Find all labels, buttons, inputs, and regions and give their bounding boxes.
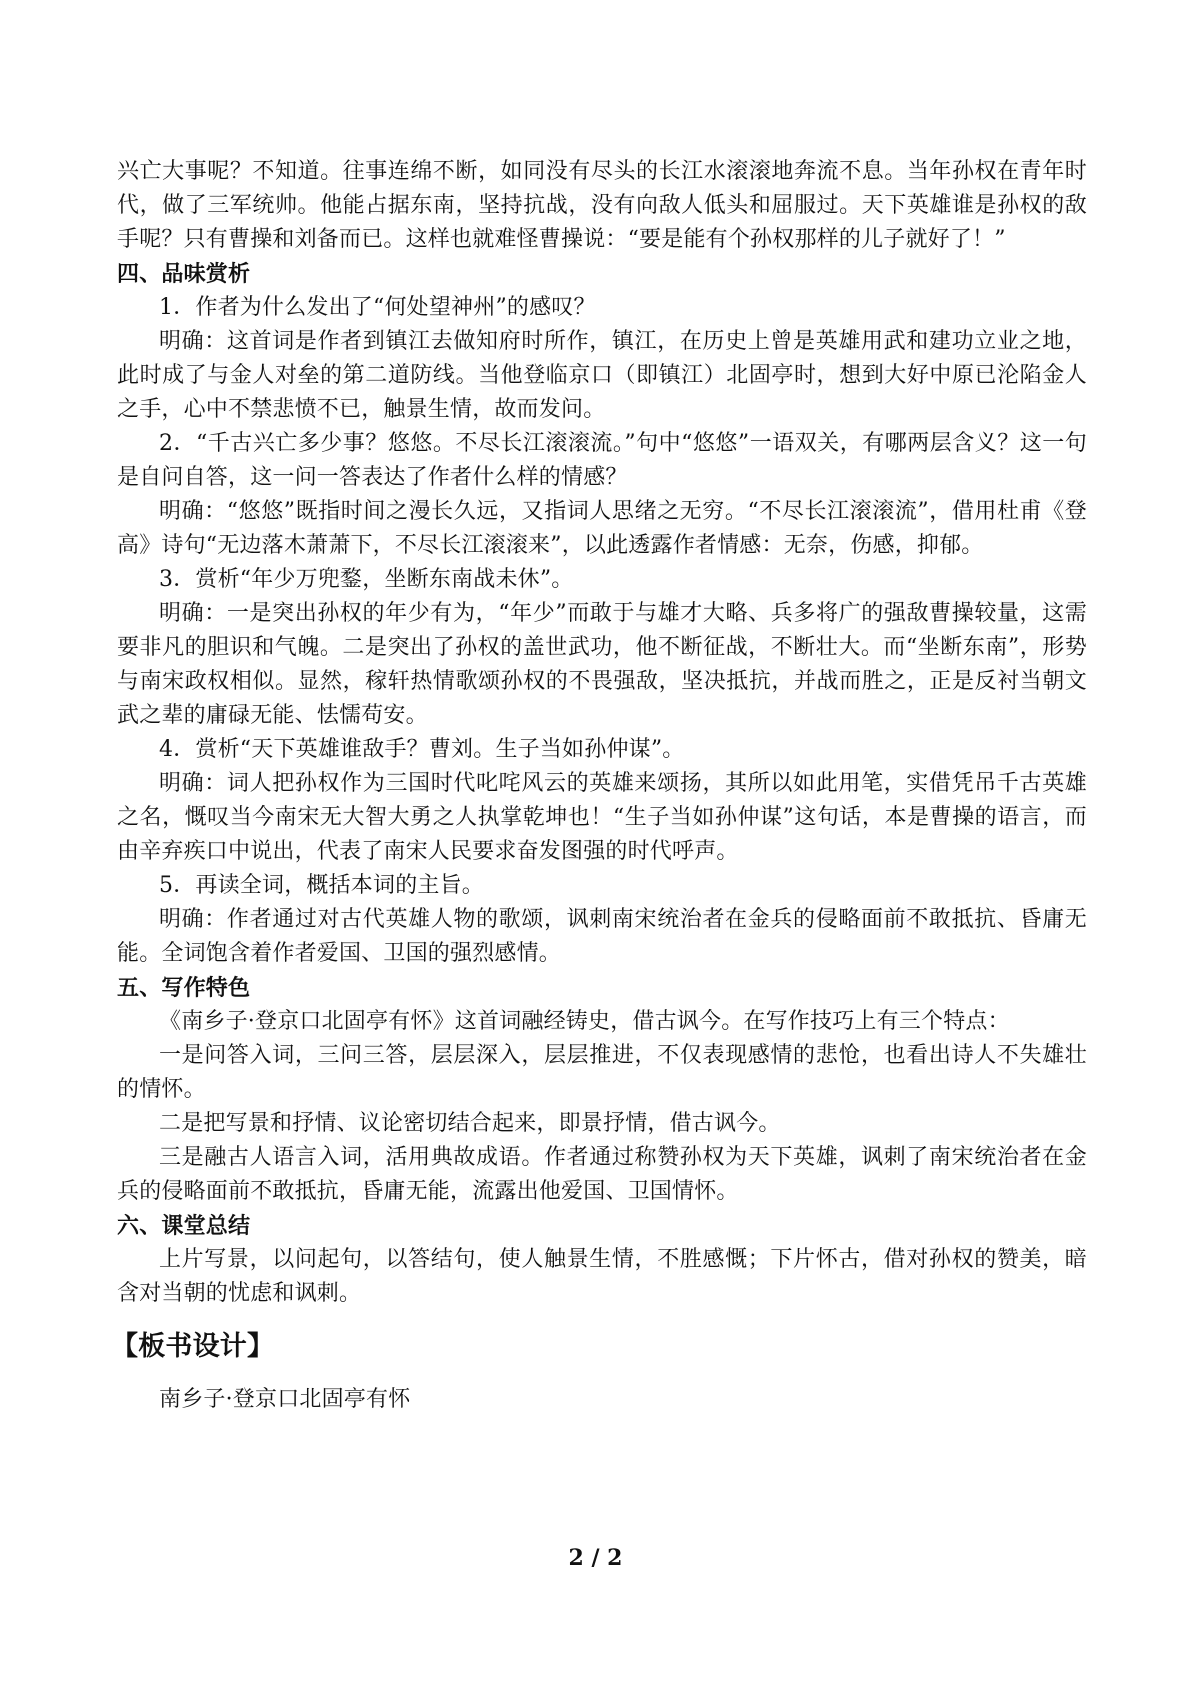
question-5: 5．再读全词，概括本词的主旨。 (159, 873, 484, 898)
writing-feature-2: 二是把写景和抒情、议论密切结合起来，即景抒情，借古讽今。 (159, 1111, 781, 1136)
answer-3: 明确：一是突出孙权的年少有为，“年少”而敢于与雄才大略、兵多将广的强敌曹操较量，这需要非凡的胆识和气魄。二是突出了孙权的盖世武功，他不断征战，不断壮大。而“坐断东南”，形势与南宋政权相似。显然，稼轩热情歌颂孙权的不畏强敌，坚决抵抗，并战而胜之，正是反衬当朝文武之辈的庸碌无能、怯懦苟安。 (117, 601, 1087, 728)
writing-feature-3: 三是融古人语言入词，活用典故成语。作者通过称赞孙权为天下英雄，讽刺了南宋统治者在金兵的侵略面前不敢抵抗，昏庸无能，流露出他爱国、卫国情怀。 (117, 1145, 1087, 1204)
page-number: 2 / 2 (568, 1545, 623, 1571)
question-4: 4．赏析“天下英雄谁敌手？曹刘。生子当如孙仲谋”。 (159, 737, 685, 762)
answer-1: 明确：这首词是作者到镇江去做知府时所作，镇江，在历史上曾是英雄用武和建功立业之地，此时成了与金人对垒的第二道防线。当他登临京口（即镇江）北固亭时，想到大好中原已沦陷金人之手，心中不禁悲愤不已，触景生情，故而发问。 (117, 329, 1087, 422)
writing-feature-1: 一是问答入词，三问三答，层层深入，层层推进，不仅表现感情的悲怆，也看出诗人不失雄壮的情怀。 (117, 1043, 1087, 1102)
question-3: 3．赏析“年少万兜鍪，坐断东南战未休”。 (159, 567, 574, 592)
writing-features-intro: 《南乡子·登京口北固亭有怀》这首词融经铸史，借古讽今。在写作技巧上有三个特点： (159, 1009, 1010, 1034)
summary-paragraph: 上片写景，以问起句，以答结句，使人触景生情，不胜感慨；下片怀古，借对孙权的赞美，暗含对当朝的忧虑和讽刺。 (117, 1247, 1087, 1306)
board-design-title: 【板书设计】 (111, 1331, 275, 1362)
answer-4: 明确：词人把孙权作为三国时代叱咤风云的英雄来颂扬，其所以如此用笔，实借凭吊千古英雄之名，慨叹当今南宋无大智大勇之人执掌乾坤也！“生子当如孙仲谋”这句话，本是曹操的语言，而由辛弃疾口中说出，代表了南宋人民要求奋发图强的时代呼声。 (117, 771, 1087, 864)
question-1: 1．作者为什么发出了“何处望神州”的感叹？ (159, 295, 596, 320)
board-design-line: 南乡子·登京口北固亭有怀 (159, 1387, 411, 1412)
answer-2: 明确：“悠悠”既指时间之漫长久远，又指词人思绪之无穷。“不尽长江滚滚流”，借用杜甫《登高》诗句“无边落木萧萧下，不尽长江滚滚来”，以此透露作者情感：无奈，伤感，抑郁。 (117, 499, 1087, 558)
section-title-summary: 六、课堂总结 (117, 1213, 251, 1239)
document-body (111, 155, 1087, 1417)
answer-5: 明确：作者通过对古代英雄人物的歌颂，讽刺南宋统治者在金兵的侵略面前不敢抵抗、昏庸无能。全词饱含着作者爱国、卫国的强烈感情。 (117, 907, 1087, 966)
section-title-writing-features: 五、写作特色 (117, 975, 251, 1001)
section-title-appreciation: 四、品味赏析 (117, 261, 251, 287)
intro-paragraph: 兴亡大事呢？不知道。往事连绵不断，如同没有尽头的长江水滚滚地奔流不息。当年孙权在青年时代，做了三军统帅。他能占据东南，坚持抗战，没有向敌人低头和屈服过。天下英雄谁是孙权的敌手呢？只有曹操和刘备而已。这样也就难怪曹操说：“要是能有个孙权那样的儿子就好了！” (117, 159, 1087, 252)
question-2: 2．“千古兴亡多少事？悠悠。不尽长江滚滚流。”句中“悠悠”一语双关，有哪两层含义？这一句是自问自答，这一问一答表达了作者什么样的情感？ (117, 431, 1087, 490)
